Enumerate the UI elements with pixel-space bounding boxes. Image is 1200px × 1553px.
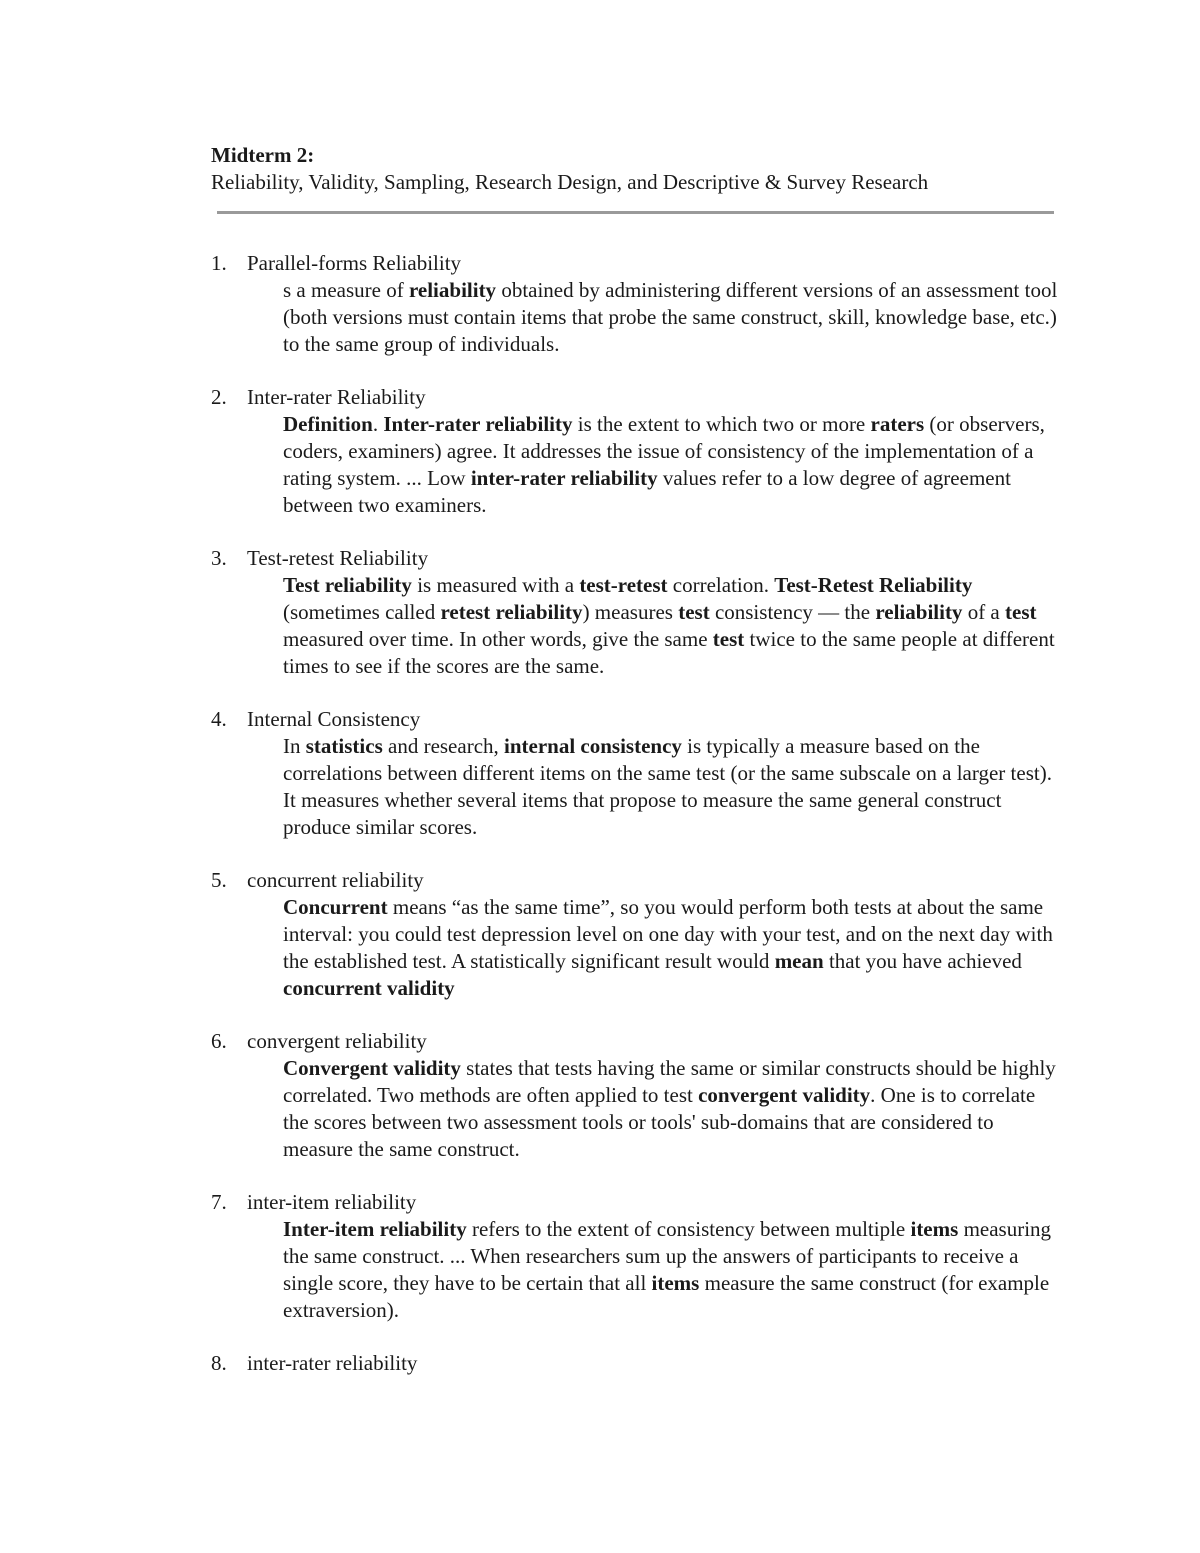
bold-term: Inter-item reliability — [283, 1217, 467, 1241]
definition-text: means “as the same time”, so you would perform both tests at about the same interval: you could test depression level on one day with your test, and on the next day with the established test. A statistically significant result would — [283, 895, 1053, 973]
item-number: 1. — [211, 251, 227, 275]
item-definition — [283, 411, 1063, 519]
definition-text: obtained by administering different versions of an assessment tool (both versions must contain items that probe the same construct, skill, knowledge base, etc.) to the same group of individuals. — [283, 278, 1058, 356]
definition-text: s a measure of — [283, 278, 409, 302]
list-item — [211, 384, 1071, 519]
bold-term: items — [910, 1217, 959, 1241]
bold-term: Test reliability — [283, 573, 412, 597]
bold-term: items — [651, 1271, 700, 1295]
definition-text: twice to the same people at different times to see if the scores are the same. — [283, 627, 1055, 678]
definition-text: . — [372, 412, 384, 436]
item-definition — [283, 1055, 1063, 1163]
list-item — [211, 545, 1071, 680]
bold-term: Convergent validity — [283, 1056, 461, 1080]
item-term: Internal Consistency — [247, 707, 421, 731]
document-title: Midterm 2: — [211, 143, 315, 167]
bold-term: test — [678, 600, 710, 624]
definition-text: (or observers, coders, examiners) agree. It addresses the issue of consistency of the implementation of a rating system. ... Low — [283, 412, 1045, 490]
definition-text: is the extent to which two or more — [572, 412, 871, 436]
item-number: 3. — [211, 546, 227, 570]
definition-text: (sometimes called — [283, 600, 441, 624]
definition-text: consistency — the — [709, 600, 876, 624]
bold-term: test — [1005, 600, 1037, 624]
definition-text: is measured with a — [411, 573, 580, 597]
bold-term: statistics — [305, 734, 383, 758]
item-term: Test-retest Reliability — [247, 546, 429, 570]
bold-term: reliability — [875, 600, 963, 624]
item-term: convergent reliability — [247, 1029, 427, 1053]
item-term: inter-rater reliability — [247, 1351, 418, 1375]
bold-term: reliability — [408, 278, 497, 302]
bold-term: mean — [774, 949, 824, 973]
item-term: Parallel-forms Reliability — [247, 251, 462, 275]
item-definition — [283, 733, 1063, 841]
item-number: 2. — [211, 385, 227, 409]
definition-text: measured over time. In other words, give the same — [283, 627, 713, 651]
definition-text: of a — [962, 600, 1006, 624]
definition-text: refers to the extent of consistency between multiple — [466, 1217, 911, 1241]
item-definition — [283, 1216, 1063, 1324]
list-item — [211, 1189, 1071, 1324]
definition-text: . One is to correlate the scores between two assessment tools or tools' sub-domains that are considered to measure the same construct. — [283, 1083, 1036, 1161]
horizontal-rule — [217, 211, 1054, 214]
list-item — [211, 250, 1071, 358]
bold-term: raters — [870, 412, 925, 436]
item-term: concurrent reliability — [247, 868, 424, 892]
item-term: inter-item reliability — [247, 1190, 417, 1214]
item-number: 4. — [211, 707, 227, 731]
definition-text: and research, — [382, 734, 505, 758]
bold-term: internal consistency — [504, 734, 682, 758]
item-number: 6. — [211, 1029, 227, 1053]
definition-text: ) measures — [582, 600, 679, 624]
definition-text: values refer to a low degree of agreement between two examiners. — [283, 466, 1011, 517]
bold-term: Definition — [283, 412, 373, 436]
list-item — [211, 706, 1071, 841]
definition-text: states that tests having the same or similar constructs should be highly correlated. Two methods are often applied to test — [283, 1056, 1056, 1107]
definition-text: correlation. — [667, 573, 775, 597]
bold-term: convergent validity — [698, 1083, 871, 1107]
item-term: Inter-rater Reliability — [247, 385, 426, 409]
item-definition — [283, 277, 1063, 358]
list-item — [211, 1350, 1071, 1377]
definition-text: measuring the same construct. ... When researchers sum up the answers of participants to receive a single score, they have to be certain that all — [283, 1217, 1052, 1295]
bold-term: inter-rater reliability — [470, 466, 658, 490]
bold-term: Inter-rater reliability — [383, 412, 573, 436]
bold-term: test-retest — [579, 573, 668, 597]
bold-term: retest reliability — [440, 600, 583, 624]
item-definition — [283, 894, 1063, 1002]
bold-term: test — [712, 627, 745, 651]
bold-term: concurrent validity — [283, 976, 455, 1000]
item-definition — [283, 572, 1063, 680]
term-list — [211, 250, 1071, 1377]
list-item — [211, 867, 1071, 1002]
definition-text: In — [283, 734, 306, 758]
definition-text: is typically a measure based on the correlations between different items on the same test (or the same subscale on a larger test). It measures whether several items that propose to measure the same general construct produce similar scores. — [283, 734, 1052, 839]
item-number: 8. — [211, 1351, 227, 1375]
bold-term: Test-Retest Reliability — [774, 573, 973, 597]
document-subtitle: Reliability, Validity, Sampling, Research Design, and Descriptive & Survey Research — [211, 170, 929, 194]
definition-text: that you have achieved — [823, 949, 1022, 973]
list-item — [211, 1028, 1071, 1163]
definition-text: measure the same construct (for example extraversion). — [283, 1271, 1050, 1322]
item-number: 5. — [211, 868, 227, 892]
item-number: 7. — [211, 1190, 227, 1214]
bold-term: Concurrent — [283, 895, 388, 919]
